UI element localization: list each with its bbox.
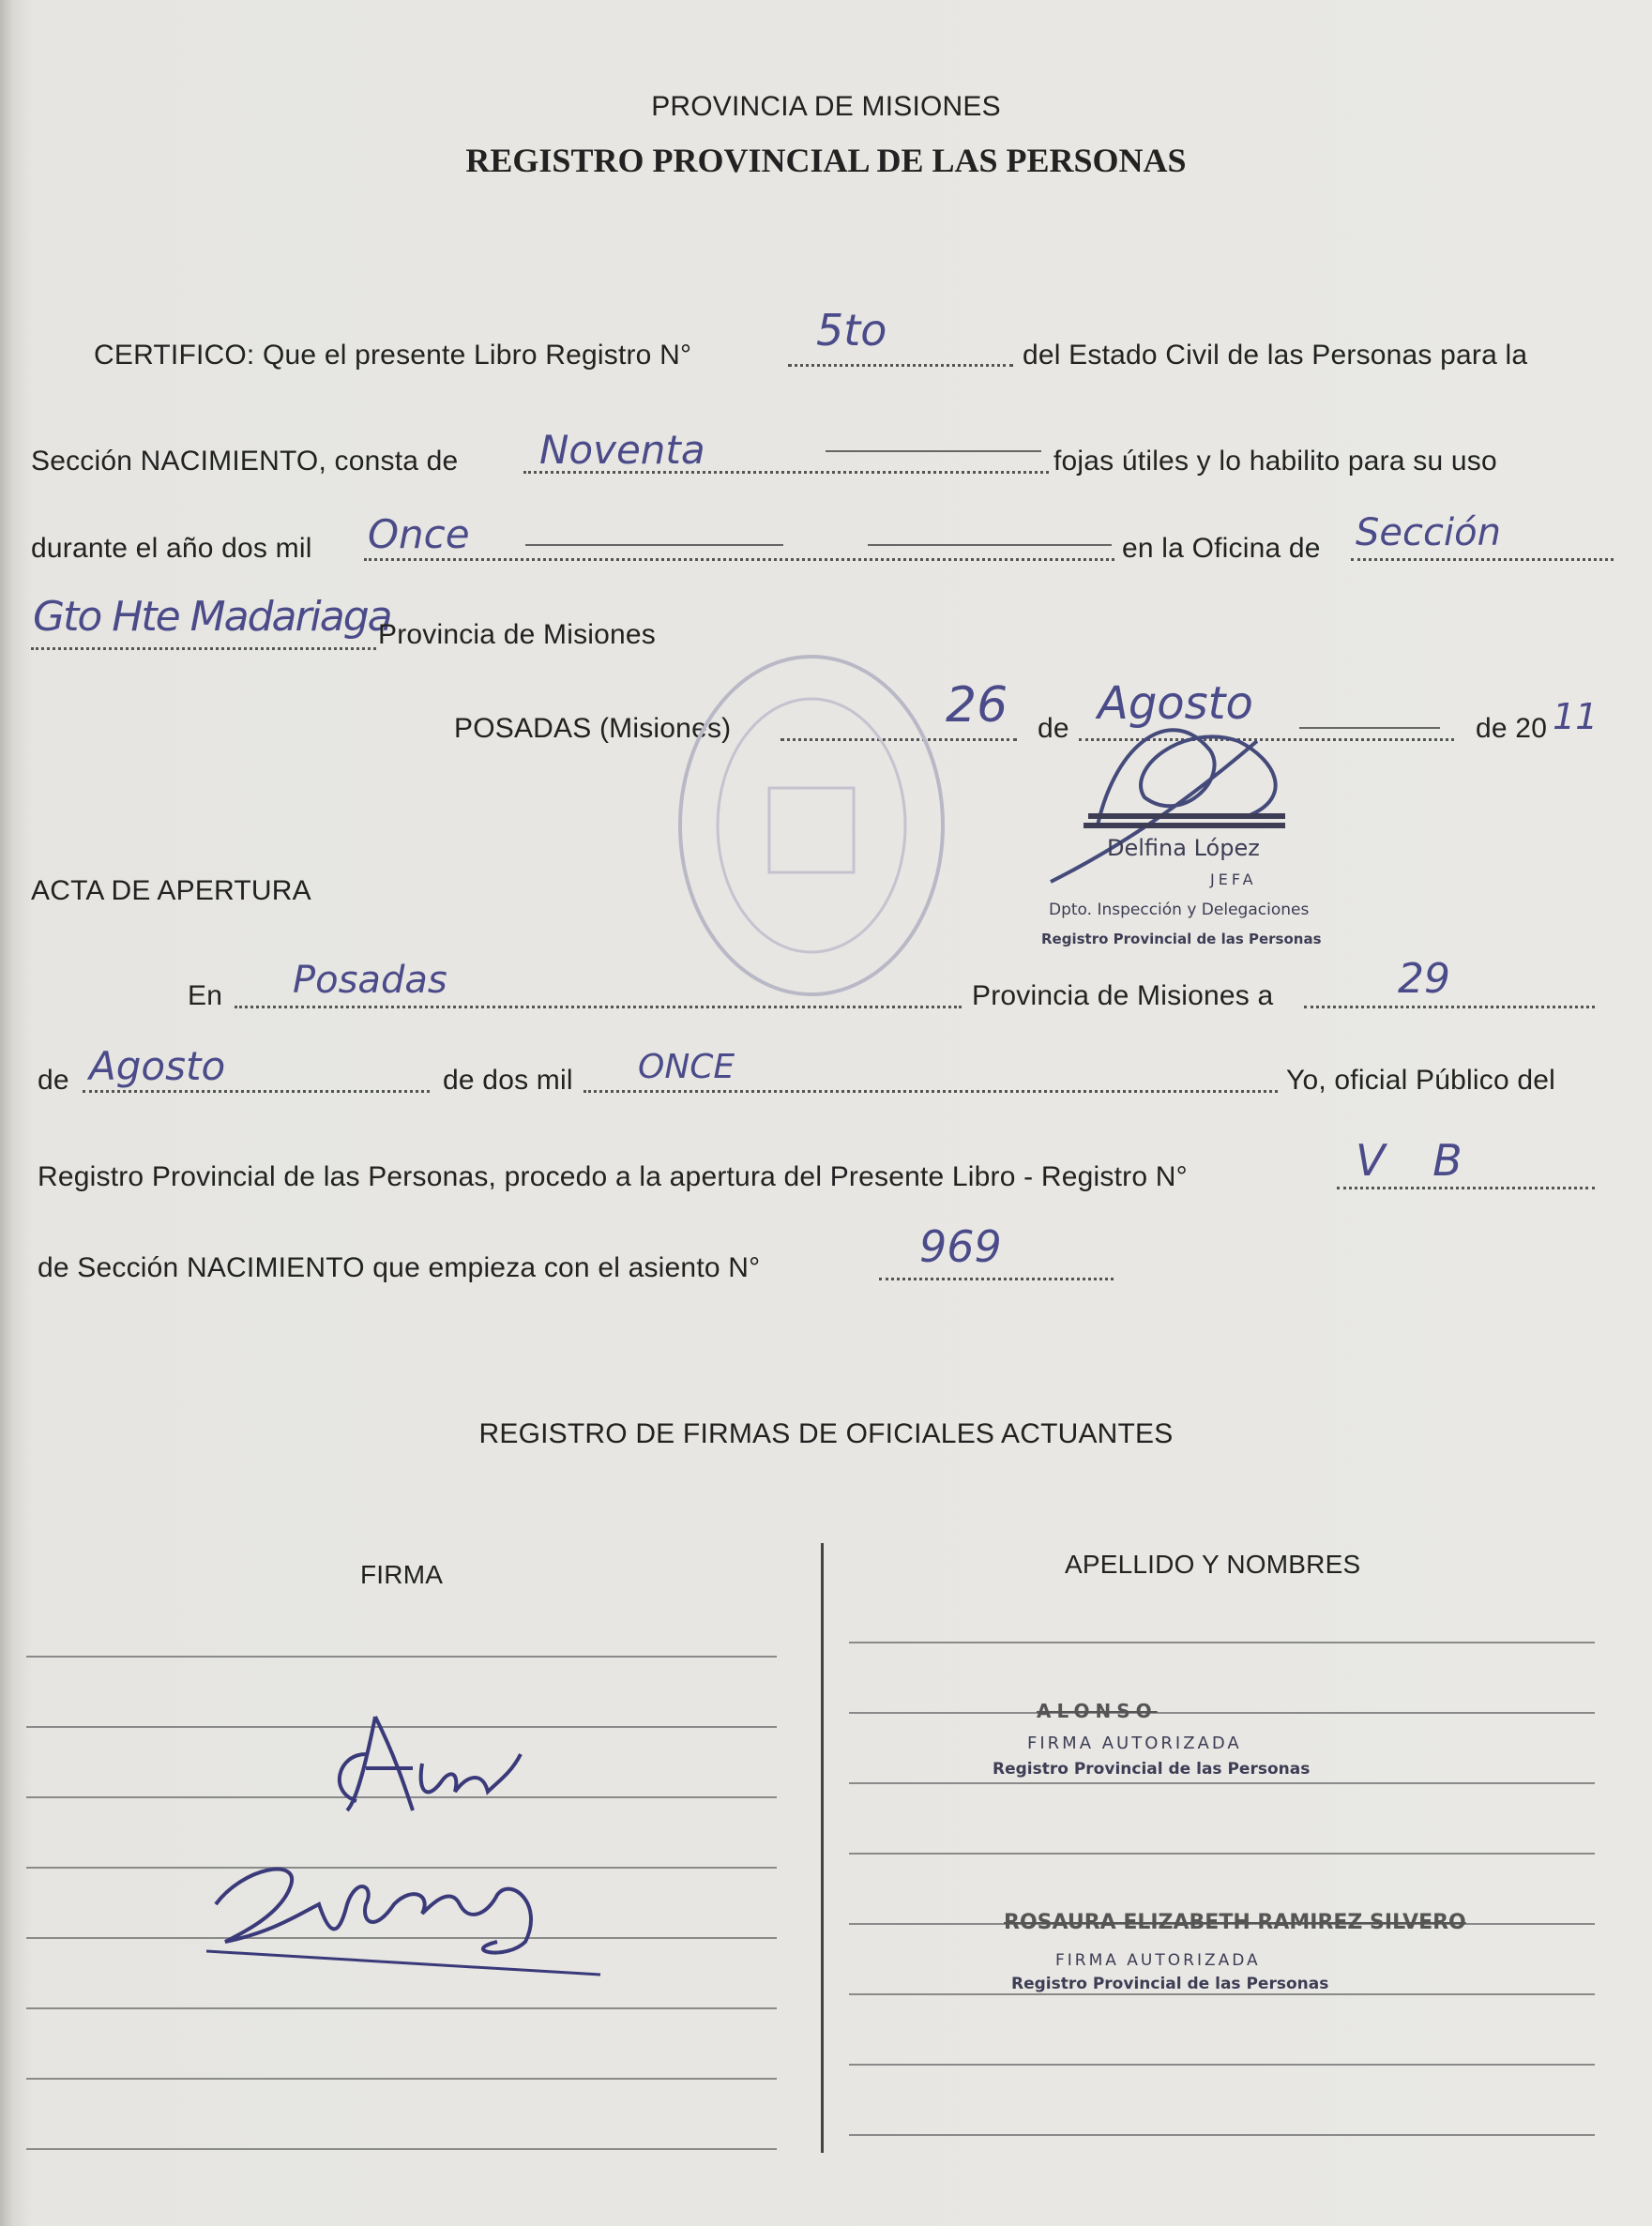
chief-dept: Dpto. Inspección y Delegaciones xyxy=(1049,901,1310,919)
acta-title: ACTA DE APERTURA xyxy=(31,875,311,906)
stamp1-name: ALONSO xyxy=(1037,1700,1158,1722)
cert-folios-count: Noventa xyxy=(539,427,705,473)
cert-line5-c: de 20 xyxy=(1476,713,1548,744)
stamp1-org: Registro Provincial de las Personas xyxy=(993,1760,1311,1779)
cert-month: Agosto xyxy=(1098,677,1253,730)
cert-line1-b: del Estado Civil de las Personas para la xyxy=(1023,340,1528,371)
chief-name: Delfina López xyxy=(1107,835,1260,861)
registry-heading: REGISTRO PROVINCIAL DE LAS PERSONAS xyxy=(465,142,1187,179)
cert-office-section: Sección xyxy=(1356,511,1501,554)
acta-l4: de Sección NACIMIENTO que empieza con el asiento N° xyxy=(38,1252,761,1283)
stamp1-role: FIRMA AUTORIZADA xyxy=(1027,1734,1242,1753)
cert-line5-b: de xyxy=(1038,713,1069,744)
cert-book-number: 5to xyxy=(816,305,887,356)
stamp2-role: FIRMA AUTORIZADA xyxy=(1055,1951,1261,1970)
column-divider xyxy=(821,1543,824,2153)
cert-office-place: Gto Hte Madariaga xyxy=(33,593,391,641)
cert-line4-b: Provincia de Misiones xyxy=(378,619,656,650)
cert-line1-a: CERTIFICO: Que el presente Libro Registro N° xyxy=(94,340,692,371)
acta-l1-a: En xyxy=(188,980,223,1011)
col-names-header: APELLIDO Y NOMBRES xyxy=(1065,1550,1361,1579)
officials-title: REGISTRO DE FIRMAS DE OFICIALES ACTUANTES xyxy=(478,1418,1174,1449)
official-signature-1 xyxy=(310,1698,535,1820)
cert-year: Once xyxy=(368,511,470,557)
acta-day: 29 xyxy=(1398,955,1450,1003)
cert-year-suffix: 11 xyxy=(1553,696,1599,737)
chief-signature xyxy=(1013,685,1323,901)
col-firma-header: FIRMA xyxy=(360,1560,444,1589)
cert-line5-a: POSADAS (Misiones) xyxy=(454,713,732,744)
chief-role: JEFA xyxy=(1210,871,1257,888)
acta-month: Agosto xyxy=(89,1043,226,1089)
acta-l2-c: Yo, oficial Público del xyxy=(1286,1065,1556,1096)
acta-l2-b: de dos mil xyxy=(443,1065,573,1096)
stamp2-name: ROSAURA ELIZABETH RAMIREZ SILVERO xyxy=(1004,1911,1466,1934)
official-seal xyxy=(657,638,966,1013)
acta-city: Posadas xyxy=(293,959,447,1002)
chief-org: Registro Provincial de las Personas xyxy=(1041,931,1322,947)
cert-line3-a: durante el año dos mil xyxy=(31,533,312,564)
acta-l3: Registro Provincial de las Personas, procedo a la apertura del Presente Libro - Registro N° xyxy=(38,1161,1188,1192)
stamp2-org: Registro Provincial de las Personas xyxy=(1011,1975,1329,1993)
cert-day: 26 xyxy=(946,677,1008,734)
acta-book-number: V B xyxy=(1356,1135,1479,1186)
cert-line3-b: en la Oficina de xyxy=(1122,533,1321,564)
official-signature-2 xyxy=(188,1848,610,1989)
cert-line2-a: Sección NACIMIENTO, consta de xyxy=(31,446,459,477)
acta-entry-number: 969 xyxy=(919,1221,1002,1272)
acta-year: ONCE xyxy=(638,1048,735,1086)
province-heading: PROVINCIA DE MISIONES xyxy=(651,91,1001,122)
cert-line2-b: fojas útiles y lo habilito para su uso xyxy=(1053,446,1497,477)
acta-l1-b: Provincia de Misiones a xyxy=(972,980,1274,1011)
acta-l2-a: de xyxy=(38,1065,69,1096)
